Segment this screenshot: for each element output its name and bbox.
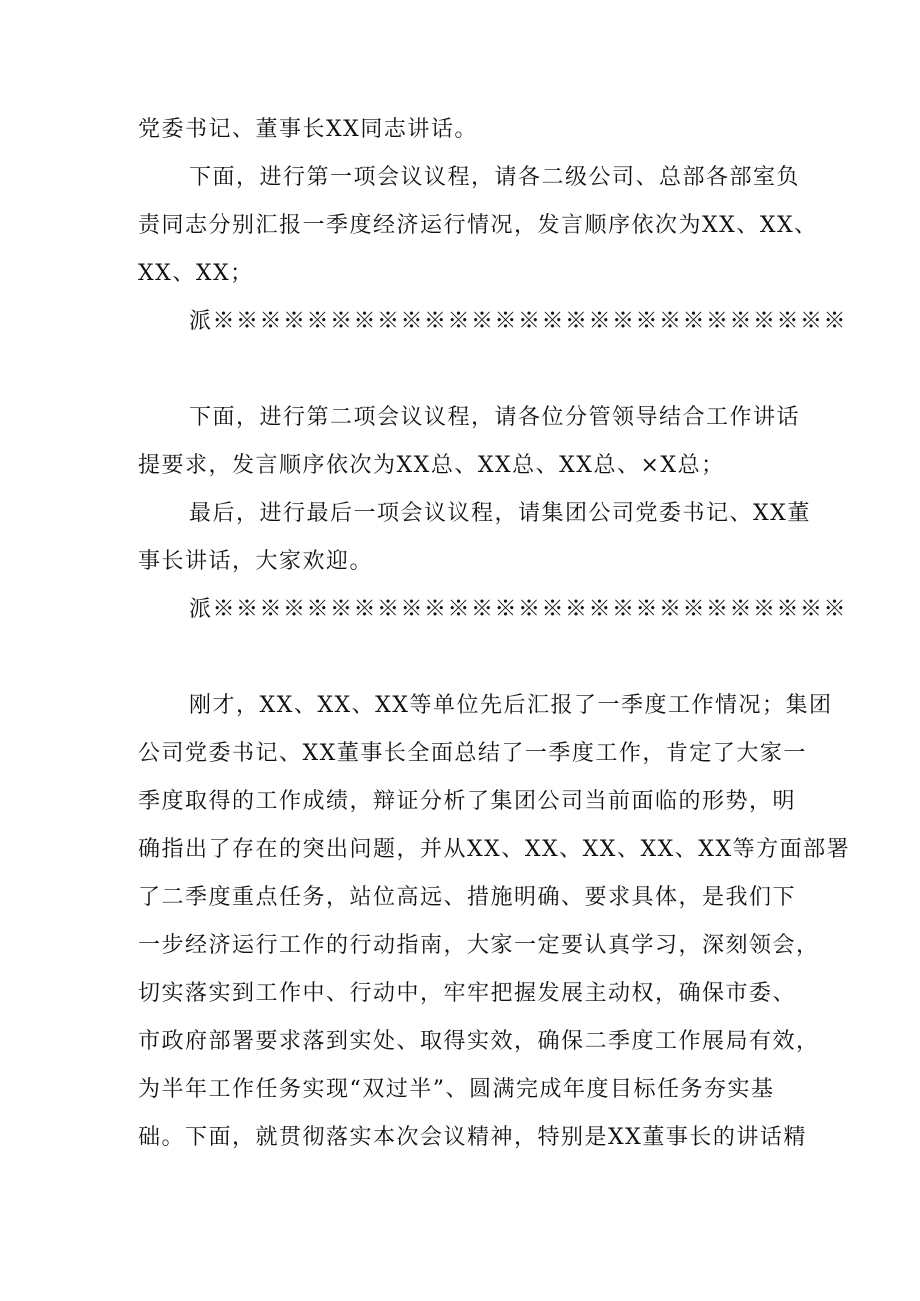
paragraph-2-line-1: 下面，进行第一项会议议程，请各二级公司、总部各部室负	[189, 165, 801, 190]
paragraph-1-line-1: 党委书记、董事长XX同志讲话。	[138, 117, 478, 142]
separator-line-2: 派※※※※※※※※※※※※※※※※※※※※※※※※※※※	[189, 597, 848, 622]
paragraph-5-line-4: 确指出了存在的突出问题，并从XX、XX、XX、XX、XX等方面部署	[138, 837, 851, 862]
paragraph-2-line-2: 责同志分别汇报一季度经济运行情况，发言顺序依次为XX、XX、	[138, 213, 818, 238]
paragraph-5-line-5: 了二季度重点任务，站位高远、措施明确、要求具体，是我们下	[138, 885, 797, 910]
paragraph-5-line-7: 切实落实到工作中、行动中，牢牢把握发展主动权，确保市委、	[138, 981, 797, 1006]
paragraph-3-line-2: 提要求，发言顺序依次为XX总、XX总、XX总、×X总；	[138, 453, 725, 478]
paragraph-4-line-1: 最后，进行最后一项会议议程，请集团公司党委书记、XX董	[189, 501, 811, 526]
paragraph-2-line-3: XX、XX；	[138, 261, 254, 286]
paragraph-5-line-9: 为半年工作任务实现“双过半”、圆满完成年度目标任务夯实基	[138, 1077, 775, 1102]
paragraph-5-line-10: 础。下面，就贯彻落实本次会议精神，特别是XX董事长的讲话精	[138, 1125, 807, 1150]
paragraph-5-line-6: 一步经济运行工作的行动指南，大家一定要认真学习，深刻领会，	[138, 933, 820, 958]
paragraph-5-line-1: 刚才，XX、XX、XX等单位先后汇报了一季度工作情况；集团	[189, 693, 833, 718]
paragraph-5-line-3: 季度取得的工作成绩，辩证分析了集团公司当前面临的形势，明	[138, 789, 797, 814]
paragraph-5-line-8: 市政府部署要求落到实处、取得实效，确保二季度工作展局有效，	[138, 1029, 820, 1054]
separator-line-1: 派※※※※※※※※※※※※※※※※※※※※※※※※※※※	[189, 309, 848, 334]
paragraph-4-line-2: 事长讲话，大家欢迎。	[138, 549, 374, 574]
paragraph-5-line-2: 公司党委书记、XX董事长全面总结了一季度工作，肯定了大家一	[138, 741, 807, 766]
paragraph-3-line-1: 下面，进行第二项会议议程，请各位分管领导结合工作讲话	[189, 405, 801, 430]
